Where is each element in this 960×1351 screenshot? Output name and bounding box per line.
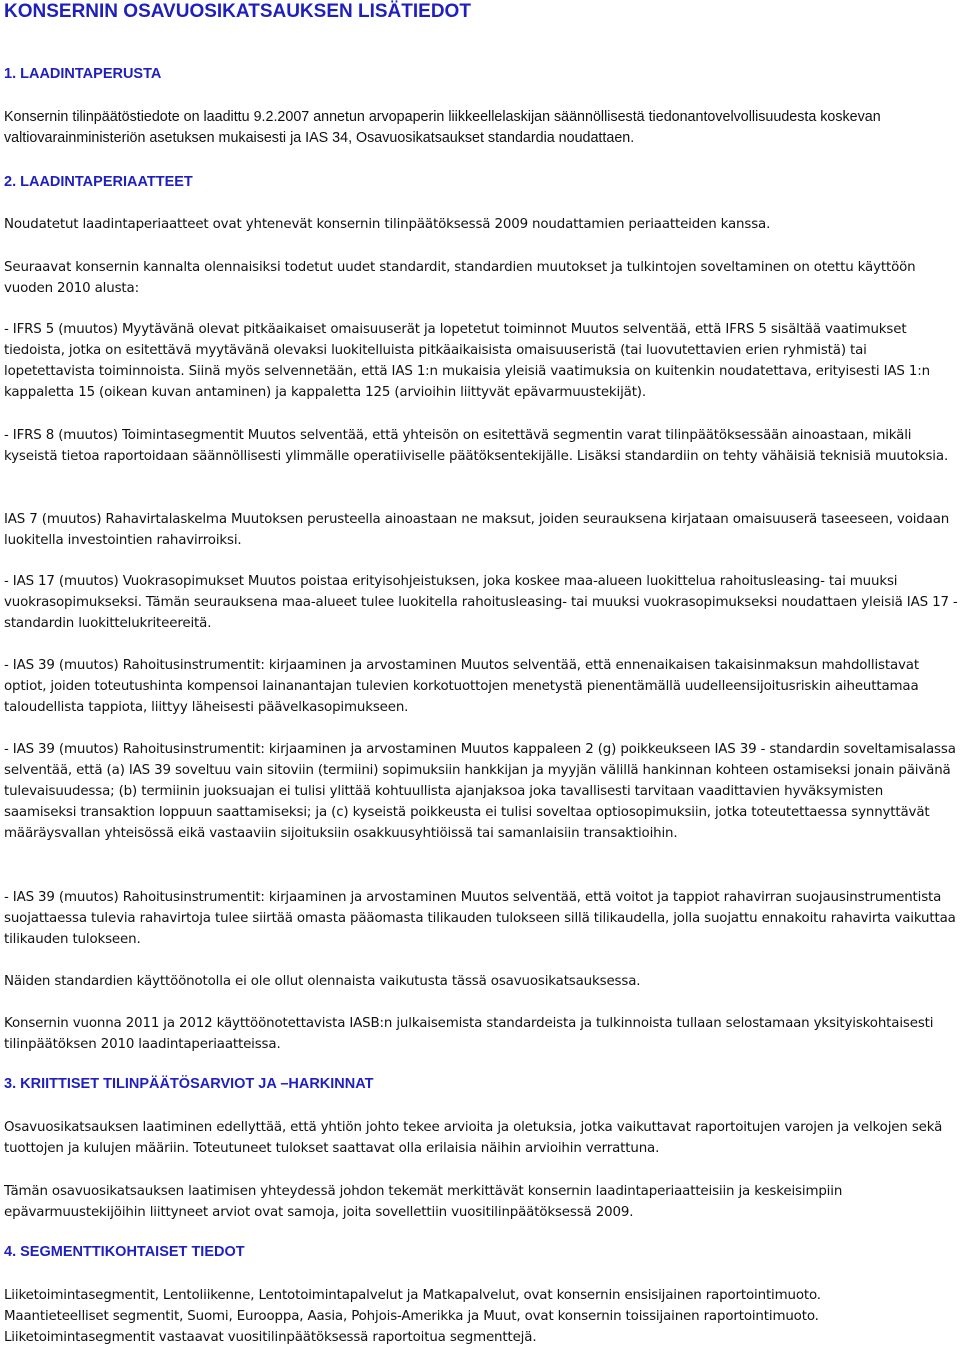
- paragraph: Tämän osavuosikatsauksen laatimisen yhteydessä johdon tekemät merkittävät konsernin laadintaperiaatteisiin ja keskeisimpiin epävarmuustekijöihin liittyneet arviot ovat samoja, joita sovellettiin vuositilinpäätöksessä 2009.: [4, 1184, 843, 1220]
- section-heading-kriittiset-arviot: 3. KRIITTISET TILINPÄÄTÖSARVIOT JA –HARKINNAT: [4, 1076, 374, 1092]
- section-heading-laadintaperiaatteet: 2. LAADINTAPERIAATTEET: [4, 174, 193, 190]
- paragraph: Konsernin tilinpäätöstiedote on laadittu 9.2.2007 annetun arvopaperin liikkeellelaskijan säännöllisestä tiedonantovelvollisuudesta koskevan valtiovarainministeriön asetuksen mukaisesti ja IAS 34, Osavuosikatsaukset standardia noudattaen.: [4, 109, 881, 146]
- paragraph: IAS 7 (muutos) Rahavirtalaskelma Muutoksen perusteella ainoastaan ne maksut, joiden seurauksena kirjataan omaisuuserä taseeseen, voidaan luokitella investointien rahavirroiksi.: [4, 512, 950, 548]
- paragraph: - IAS 39 (muutos) Rahoitusinstrumentit: kirjaaminen ja arvostaminen Muutos kappaleen 2 (g) poikkeukseen IAS 39 - standardin soveltamisalassa selventää, että (a) IAS 39 soveltuu vain sitoviin (termiini) sopimuksiin hankkijan ja myyjän välillä hankinnan kohteen ostamiseksi jonain päivänä tulevaisuudessa; (b) termiinin juoksuajan ei tulisi ylittää kohtuullista ajanjaksoa joka tavallisesti tarvitaan vaadittavien hyväksymisten saamiseksi transaktion loppuun saattamiseksi; ja (c) kyseistä poikkeusta ei tulisi soveltaa optiosopimuksiin, jotka toteutettaessa synnyttävät määräysvallan yhteisössä eikä vastaaviin sijoituksiin osakkuusyhtiöissä tai samanlaisiin transaktioihin.: [4, 742, 956, 841]
- document-title: KONSERNIN OSAVUOSIKATSAUKSEN LISÄTIEDOT: [4, 1, 471, 22]
- paragraph: Liiketoimintasegmentit, Lentoliikenne, Lentotoimintapalvelut ja Matkapalvelut, ovat konsernin ensisijainen raportointimuoto.: [4, 1288, 821, 1303]
- paragraph: Noudatetut laadintaperiaatteet ovat yhtenevät konsernin tilinpäätöksessä 2009 noudattamien periaatteiden kanssa.: [4, 217, 771, 232]
- paragraph: Näiden standardien käyttöönotolla ei ole ollut olennaista vaikutusta tässä osavuosikatsauksessa.: [4, 974, 641, 989]
- paragraph: Liiketoimintasegmentit vastaavat vuositilinpäätöksessä raportoitua segmenttejä.: [4, 1330, 537, 1345]
- paragraph: - IAS 17 (muutos) Vuokrasopimukset Muutos poistaa erityisohjeistuksen, joka koskee maa-alueen luokittelua rahoitusleasing- tai muuksi vuokrasopimukseksi. Tämän seurauksena maa-alueet tulee luokitella rahoitusleasing- tai muuksi vuokrasopimukseksi noudattaen yleisiä IAS 17 -standardin luokittelukriteereitä.: [4, 574, 958, 631]
- paragraph: Konsernin vuonna 2011 ja 2012 käyttöönotettavista IASB:n julkaisemista standardeista ja tulkinnoista tullaan selostamaan yksityiskohtaisesti tilinpäätöksen 2010 laadintaperiaatteissa.: [4, 1016, 934, 1052]
- paragraph: - IAS 39 (muutos) Rahoitusinstrumentit: kirjaaminen ja arvostaminen Muutos selventää, että ennenaikaisen takaisinmaksun mahdollistavat optiot, joiden toteutushinta kompensoi lainanantajan tulevien korkotuottojen menetystä pienentämällä uudelleensijoitusriskin aiheuttamaa taloudellista tappiota, liittyy läheisesti päävelkasopimukseen.: [4, 658, 919, 715]
- paragraph: Seuraavat konsernin kannalta olennaisiksi todetut uudet standardit, standardien muutokset ja tulkintojen soveltaminen on otettu käyttöön vuoden 2010 alusta:: [4, 260, 916, 296]
- paragraph: - IFRS 5 (muutos) Myytävänä olevat pitkäaikaiset omaisuuserät ja lopetetut toiminnot Muutos selventää, että IFRS 5 sisältää vaatimukset tiedoista, jotka on esitettävä myytävänä olevaksi luokitelluista pitkäaikaisista omaisuuseristä (tai luovutettavien erien ryhmistä) tai lopetettavista toiminnoista. Siinä myös selvennetään, että IAS 1:n mukaisia yleisiä vaatimuksia on kuitenkin noudatettava, erityisesti IAS 1:n kappaletta 15 (oikean kuvan antaminen) ja kappaletta 125 (arvioihin liittyvät epävarmuustekijät).: [4, 322, 930, 400]
- paragraph: Osavuosikatsauksen laatiminen edellyttää, että yhtiön johto tekee arvioita ja oletuksia, jotka vaikuttavat raportoitujen varojen ja velkojen sekä tuottojen ja kulujen määriin. Toteutuneet tulokset saattavat olla erilaisia näihin arvioihin verrattuna.: [4, 1120, 943, 1156]
- paragraph: - IAS 39 (muutos) Rahoitusinstrumentit: kirjaaminen ja arvostaminen Muutos selventää, että voitot ja tappiot rahavirran suojausinstrumentista suojattaessa tulevia rahavirtoja tulee siirtää omasta pääomasta tilikauden tulokseen sillä tilikaudella, jolla suojattu ennakoitu rahavirta vaikuttaa tilikauden tulokseen.: [4, 890, 956, 947]
- section-heading-segmenttitiedot: 4. SEGMENTTIKOHTAISET TIEDOT: [4, 1244, 245, 1260]
- paragraph: Maantieteelliset segmentit, Suomi, Eurooppa, Aasia, Pohjois-Amerikka ja Muut, ovat konsernin toissijainen raportointimuoto.: [4, 1309, 819, 1324]
- paragraph: - IFRS 8 (muutos) Toimintasegmentit Muutos selventää, että yhteisön on esitettävä segmentin varat tilinpäätöksessään ainoastaan, mikäli kyseistä tietoa raportoidaan säännöllisesti ylimmälle operatiiviselle päätöksentekijälle. Lisäksi standardiin on tehty vähäisiä teknisiä muutoksia.: [4, 428, 949, 464]
- section-heading-laadintaperusta: 1. LAADINTAPERUSTA: [4, 66, 162, 82]
